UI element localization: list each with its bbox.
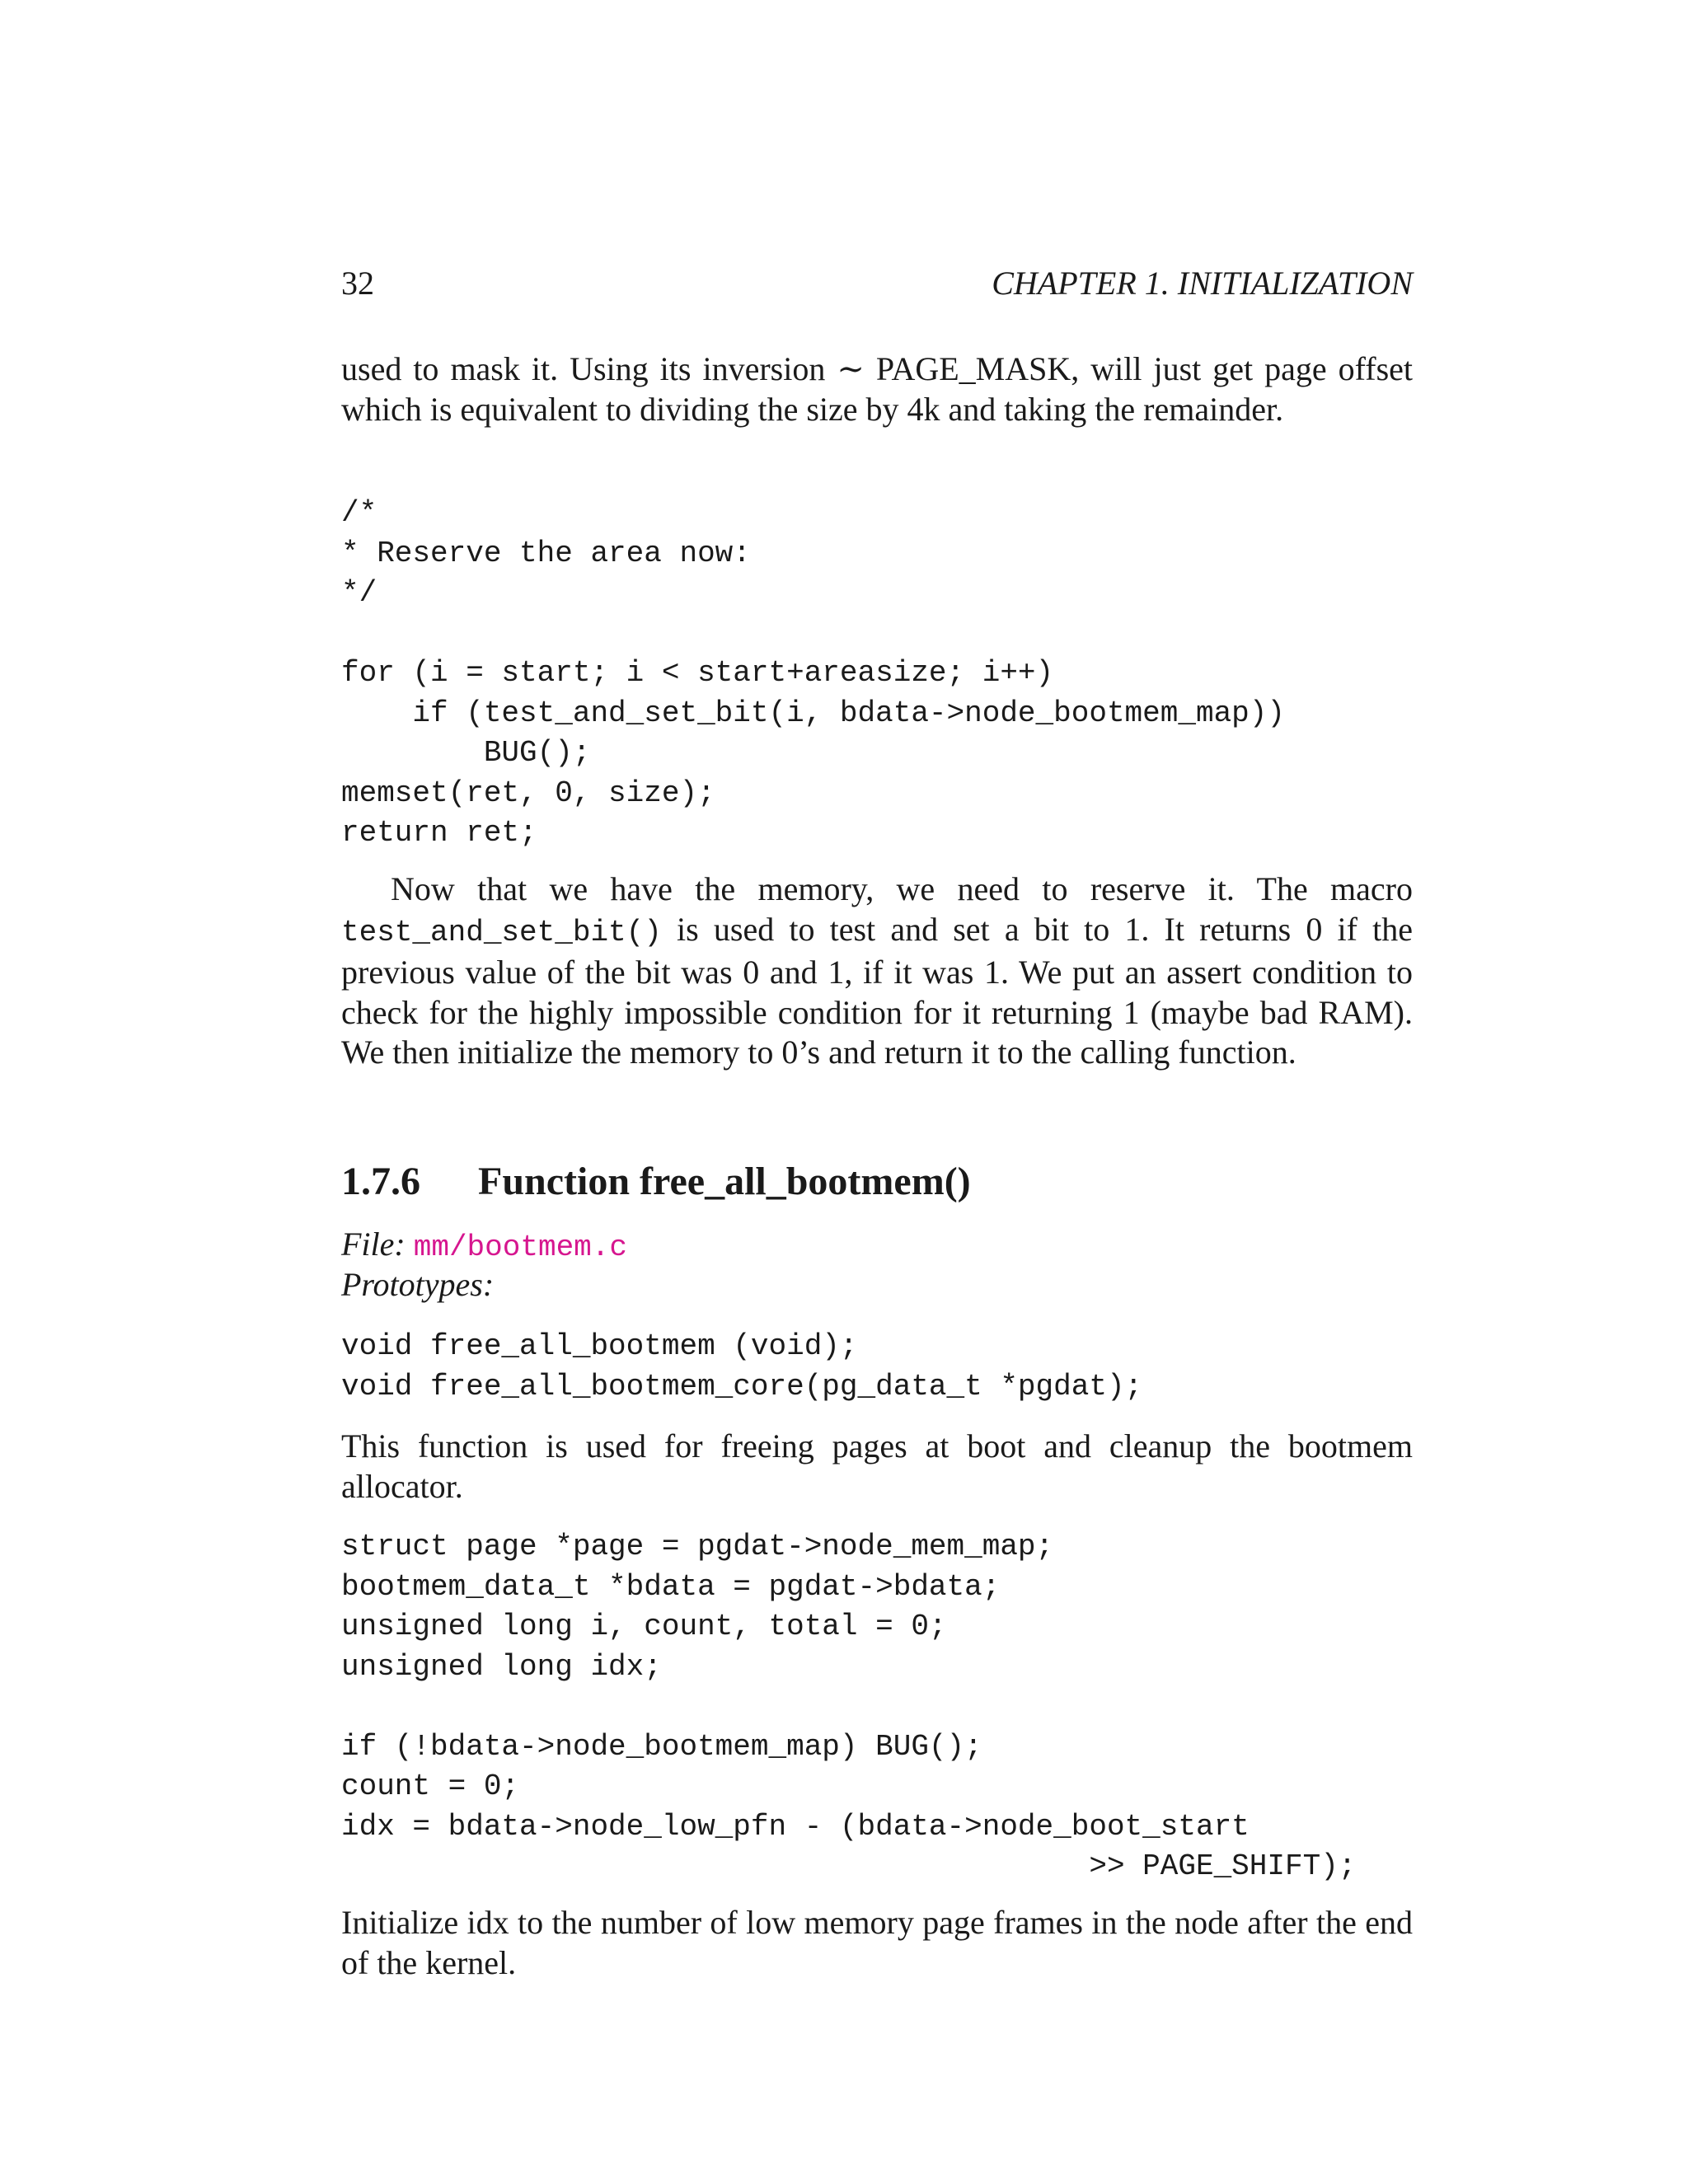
section-heading: [341, 1157, 971, 1207]
inline-code-test-and-set-bit: test_and_set_bit(): [341, 915, 662, 949]
page-number: 32: [341, 265, 374, 302]
code-block-reserve-area: /* * Reserve the area now: */ for (i = start; i < start+areasize; i++) if (test_and_set_bit(i, bdata->node_bootmem_map)) BUG(); memset(ret, 0, size); return ret;: [341, 496, 1285, 850]
file-path-link[interactable]: mm/bootmem.c: [413, 1230, 627, 1264]
running-header: [341, 262, 1413, 305]
paragraph-reserve-explanation: [341, 869, 1413, 1073]
paragraph-idx-explanation: Initialize idx to the number of low memory page frames in the node after the end of the kernel.: [341, 1904, 1413, 1981]
intro-paragraph: used to mask it. Using its inversion ∼ PAGE_MASK, will just get page offset which is equivalent to dividing the size by 4k and taking the remainder.: [341, 350, 1413, 428]
file-reference: [341, 1225, 627, 1268]
code-block-prototypes: void free_all_bootmem (void); void free_all_bootmem_core(pg_data_t *pgdat);: [341, 1329, 1143, 1404]
paragraph-text-end: is used to test and set a bit to 1. It returns 0 if the previous value of the bit was 0 and 1, if it was 1. We put an assert condition to check for the highly impossible condition for it returning 1 (maybe bad RAM). We then initialize the memory to 0’s and return it to the calling function.: [341, 910, 1413, 1071]
chapter-title: CHAPTER 1. INITIALIZATION: [992, 265, 1413, 302]
section-title: Function free_all_bootmem(): [478, 1160, 971, 1203]
prototypes-label: Prototypes:: [341, 1266, 495, 1303]
section-number: 1.7.6: [341, 1160, 420, 1203]
paragraph-text-start: Now that we have the memory, we need to reserve it. The macro: [391, 870, 1413, 907]
code-block-free-all-bootmem-core: struct page *page = pgdat->node_mem_map; bootmem_data_t *bdata = pgdat->bdata; unsigned long i, count, total = 0; unsigned long idx; if (!bdata->node_bootmem_map) BUG(); count = 0; idx = bdata->node_low_pfn - (bdata->node_boot_start >> PAGE_SHIFT);: [341, 1530, 1357, 1883]
paragraph-function-purpose: This function is used for freeing pages at boot and cleanup the bootmem allocator.: [341, 1427, 1413, 1505]
file-label: File:: [341, 1226, 406, 1263]
